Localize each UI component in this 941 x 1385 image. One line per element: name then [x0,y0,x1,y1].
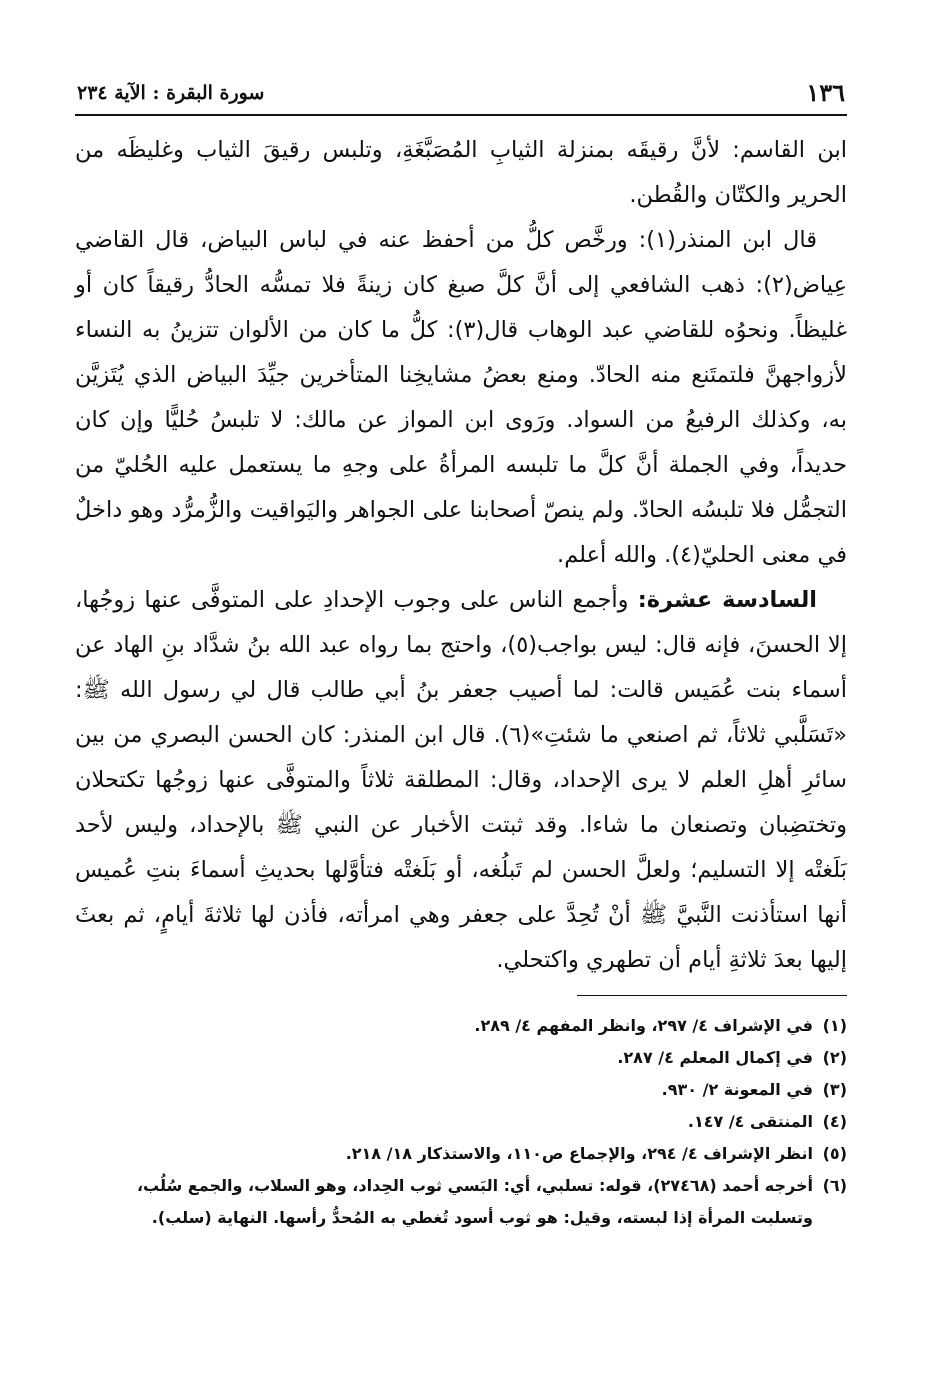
paragraph-3 [75,578,847,983]
footnote-number: (٣) [822,1080,847,1099]
footnote-divider [577,995,847,996]
page-number: ١٣٦ [806,78,845,107]
footnote [75,1074,847,1106]
footnote [75,1138,847,1170]
footnote-number: (١) [822,1016,847,1035]
footnote-text: انظر الإشراف ٤/ ٢٩٤، والإجماع ص١١٠، والاستذكار ١٨/ ٢١٨. [345,1144,813,1163]
footnote [75,1106,847,1138]
footnote-number: (٢) [822,1048,847,1067]
footnote-number: (٤) [822,1112,847,1131]
footnote [75,1170,847,1234]
footnote-text: في الإشراف ٤/ ٢٩٧، وانظر المفهم ٤/ ٢٨٩. [474,1016,813,1035]
book-page [75,70,847,1360]
footnote [75,1010,847,1042]
footnote-number: (٦) [822,1176,847,1195]
footnote-text: في إكمال المعلم ٤/ ٢٨٧. [617,1048,813,1067]
paragraph-1: ابن القاسم: لأنَّ رقيقَه بمنزلة الثيابِ المُصَبَّغَةِ، وتلبس رقيقَ الثياب وغليظَه من الحرير والكتّان والقُطن. [75,137,847,208]
running-header [75,70,847,116]
header-title: سورة البقرة : الآية ٢٣٤ [77,82,265,104]
paragraph-3-text: وأجمع الناس على وجوب الإحدادِ على المتوفَّى عنها زوجُها، إلا الحسنَ، فإنه قال: ليس بواجب(٥)، واحتج بما رواه عبد الله بنُ شدَّاد بنِ الهاد عن أسماء بنت عُمَيس قالت: لما أصيب جعفر بنُ أبي طالب قال لي رسول الله ﷺ: «تَسَلَّبي ثلاثاً، ثم اصنعي ما شئتِ»(٦). قال ابن المنذر: كان الحسن البصري من بين سائرِ أهلِ العلم لا يرى الإحداد، وقال: المطلقة ثلاثاً والمتوفَّى عنها زوجُها تكتحلان وتختضِبان وتصنعان ما شاءا. وقد ثبتت الأخبار عن النبي ﷺ بالإحداد، وليس لأحد بَلَغتْه إلا التسليم؛ ولعلَّ الحسن لم تَبلُغه، أو بَلَغتْه فتأوَّلها بحديثِ أسماءَ بنتِ عُميس أنها استأذنت النَّبيَّ ﷺ أنْ تُحِدَّ على جعفر وهي امرأته، فأذن لها ثلاثةَ أيامٍ، ثم بعثَ إليها بعدَ ثلاثةِ أيام أن تطهري واكتحلي. [75,587,847,973]
issue-heading: السادسة عشرة: [637,587,818,613]
footnote-number: (٥) [822,1144,847,1163]
footnote-text: أخرجه أحمد (٢٧٤٦٨)، قوله: تسلبي، أي: البَسي ثوب الحِداد، وهو السلاب، والجمع سُلُب، وتسلبت المرأة إذا لبسته، وقيل: هو ثوب أسود تُغطي به المُحدُّ رأسها. النهاية (سلب). [136,1176,813,1227]
footnote-text: في المعونة ٢/ ٩٣٠. [661,1080,813,1099]
paragraph-2: قال ابن المنذر(١): ورخَّص كلُّ من أحفظ عنه في لباس البياض، قال القاضي عِياض(٢): ذهب الشافعي إلى أنَّ كلَّ صبغ كان زينةً فلا تمسُّه الحادُّ رقيقاً كان أو غليظاً. ونحوُه للقاضي عبد الوهاب قال(٣): كلُّ ما كان من الألوان تتزينُ به النساء لأزواجهنَّ فلتمتَنع منه الحادّ. ومنع بعضُ مشايخِنا المتأخرين جيِّدَ البياض الذي يُتَزيَّن به، وكذلك الرفيعُ من السواد. ورَوى ابن المواز عن مالك: لا تلبسُ حُليًّا وإن كان حديداً، وفي الجملة أنَّ كلَّ ما تلبسه المرأةُ على وجهِ ما يستعمل عليه الحُليّ من التجمُّل فلا تلبسُه الحادّ. ولم ينصّ أصحابنا على الجواهر واليَواقيت والزُّمرُّد وهو داخلٌ في معنى الحليّ(٤). والله أعلم. [75,227,847,568]
main-text [75,128,847,983]
footnote-text: المنتقى ٤/ ١٤٧. [687,1112,813,1131]
footnotes [75,1010,847,1234]
footnote [75,1042,847,1074]
